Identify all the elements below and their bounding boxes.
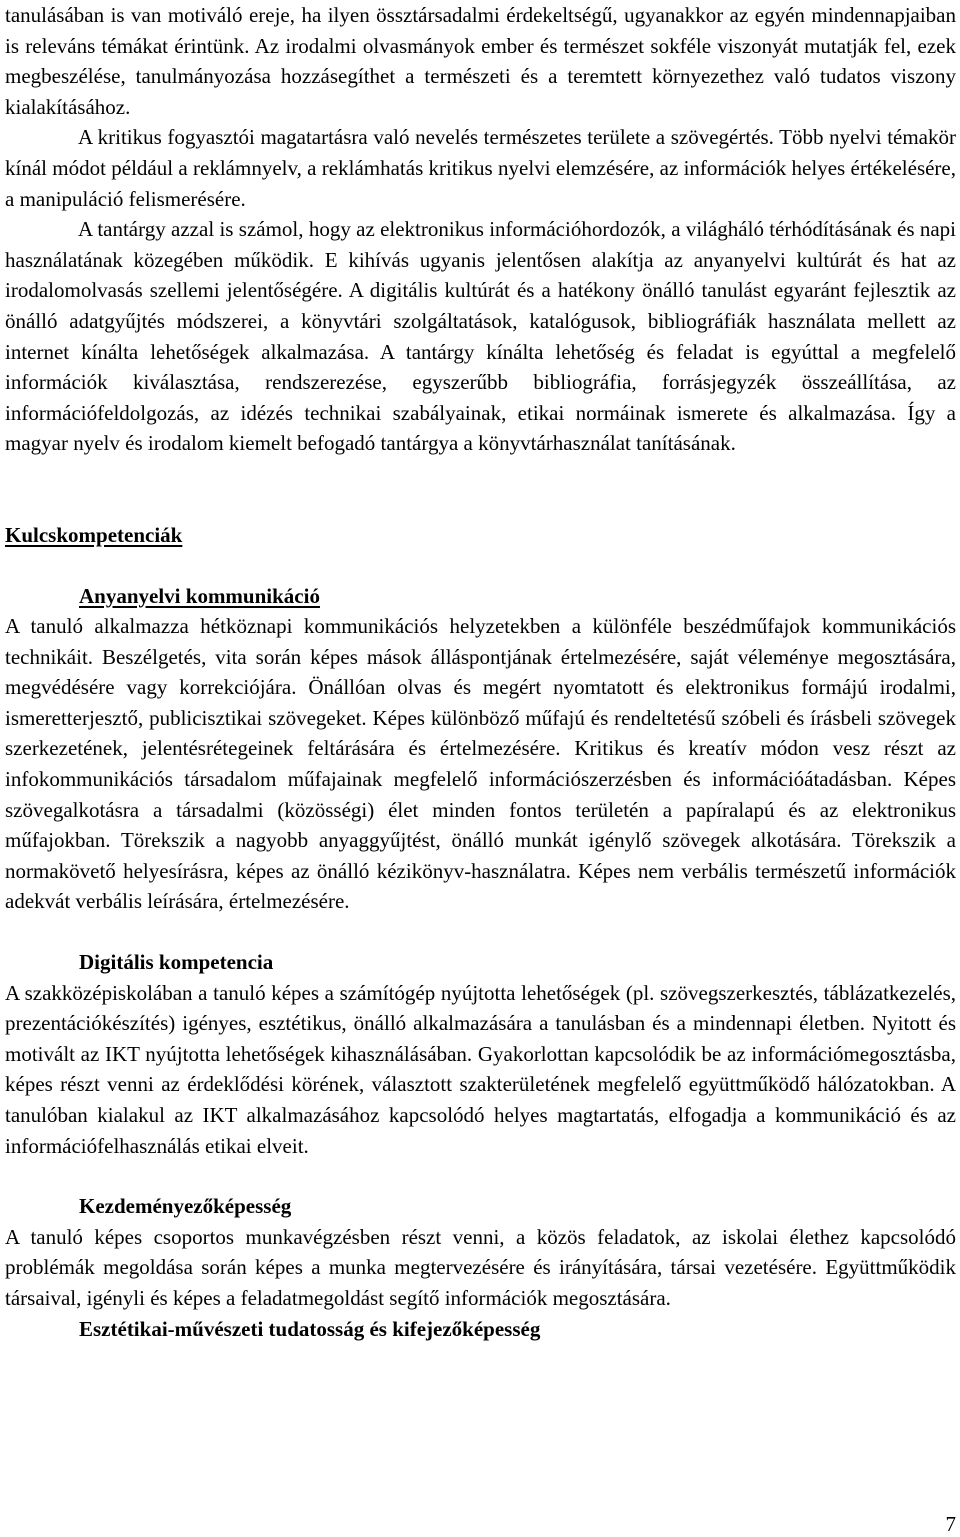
digital-competence-text: A szakközépiskolában a tanuló képes a számítógép nyújtotta lehetőségek (pl. szövegszerkesztés, táblázatkezelés, prezentációkészítés) igényes, esztétikus, önálló alkalmazására a tanulásban és a mindennapi életben. Nyitott és motivált az IKT nyújtotta lehetőségek kihasználásában. Gyakorlottan kapcsolódik be az információmegosztásba, képes részt venni az érdeklődési körének, választott szakterületének megfelelő együttműködő hálózatokban. A tanulóban kialakul az IKT alkalmazásához kapcsolódó helyes magtartatás, elfogadja a kommunikáció és az információfelhasználás etikai elveit. bbox=[5, 980, 956, 1158]
digital-competence-heading: Digitális kompetencia bbox=[79, 950, 274, 975]
intro-paragraph-1: tanulásában is van motiváló ereje, ha ilyen össztársadalmi érdekeltségű, ugyanakkor az egyén mindennapjaiban is releváns témákat érintünk. Az irodalmi olvasmányok ember és természet sokféle viszonyát mutatják fel, ezek megbeszélése, tanulmányozása hozzásegíthet a természeti és a teremtett környezethez való tudatos viszony kialakításához. bbox=[5, 3, 956, 119]
initiative-heading: Kezdeményezőképesség bbox=[79, 1194, 292, 1219]
page-number: 7 bbox=[945, 1512, 956, 1536]
initiative-text: A tanuló képes csoportos munkavégzésben részt venni, a közös feladatok, az iskolai élethez kapcsolódó problémák megoldása során képes a munka megtervezésére és irányítására, társai vezetésére. Együttműködik társaival, igényli és képes a feladatmegoldást segítő információk megosztására. bbox=[5, 1224, 956, 1310]
document-page bbox=[5, 0, 956, 1344]
native-language-text: A tanuló alkalmazza hétköznapi kommunikációs helyzetekben a különféle beszédműfajok kommunikációs technikáit. Beszélgetés, vita során képes mások álláspontjának értelmezésére, saját véleménye megosztására, megvédésére vagy korrekciójára. Önállóan olvas és megért nyomtatott és elektronikus formájú irodalmi, ismeretterjesztő, publicisztikai szövegeket. Képes különböző műfajú és rendeltetésű szóbeli és írásbeli szövegek szerkezetének, jelentésrétegeinek feltárására és értelmezésére. Kritikus és kreatív módon vesz részt az infokommunikációs társadalom műfajainak megfelelő információszerzésben és információátadásban. Képes szövegalkotásra a társadalmi (közösségi) élet minden fontos területén a papíralapú és az elektronikus műfajokban. Törekszik a nagyobb anyaggyűjtést, önálló munkát igénylő szövegek alkotására. Törekszik a normakövető helyesírásra, képes az önálló kézikönyv-használatra. Képes nem verbális természetű információk adekvát verbális leírására, értelmezésére. bbox=[5, 614, 956, 914]
aesthetic-heading: Esztétikai-művészeti tudatosság és kifejezőképesség bbox=[79, 1316, 541, 1341]
spacer bbox=[5, 459, 956, 520]
spacer bbox=[5, 917, 956, 947]
native-language-heading bbox=[5, 581, 956, 612]
key-competences-heading: Kulcskompetenciák bbox=[5, 522, 183, 547]
native-language-heading-text: Anyanyelvi kommunikáció bbox=[79, 583, 320, 608]
intro-paragraph-2: A kritikus fogyasztói magatartásra való nevelés természetes területe a szövegértés. Több nyelvi témakör kínál módot például a reklámnyelv, a reklámhatás kritikus nyelvi elemzésére, az információk helyes értékelésére, a manipuláció felismerésére. bbox=[5, 125, 956, 211]
spacer bbox=[5, 1161, 956, 1191]
intro-paragraph-3: A tantárgy azzal is számol, hogy az elektronikus információhordozók, a világháló térhódításának és napi használatának közegében működik. E kihívás ugyanis jelentősen alakítja az anyanyelvi kultúrát és hat az irodalomolvasás szellemi jelentőségére. A digitális kultúrát és a hatékony önálló tanulást egyaránt fejlesztik az önálló adatgyűjtés módszerei, a könyvtári szolgáltatások, katalógusok, bibliográfiák használata mellett az internet kínálta lehetőségek alkalmazása. A tantárgy kínálta lehetőség és feladat is egyúttal a megfelelő információk kiválasztása, rendszerezése, egyszerűbb bibliográfia, forrásjegyzék összeállítása, az információfeldolgozás, az idézés technikai szabályainak, etikai normáinak ismerete és alkalmazása. Így a magyar nyelv és irodalom kiemelt befogadó tantárgya a könyvtárhasználat tanításának. bbox=[5, 217, 956, 456]
spacer bbox=[5, 551, 956, 581]
